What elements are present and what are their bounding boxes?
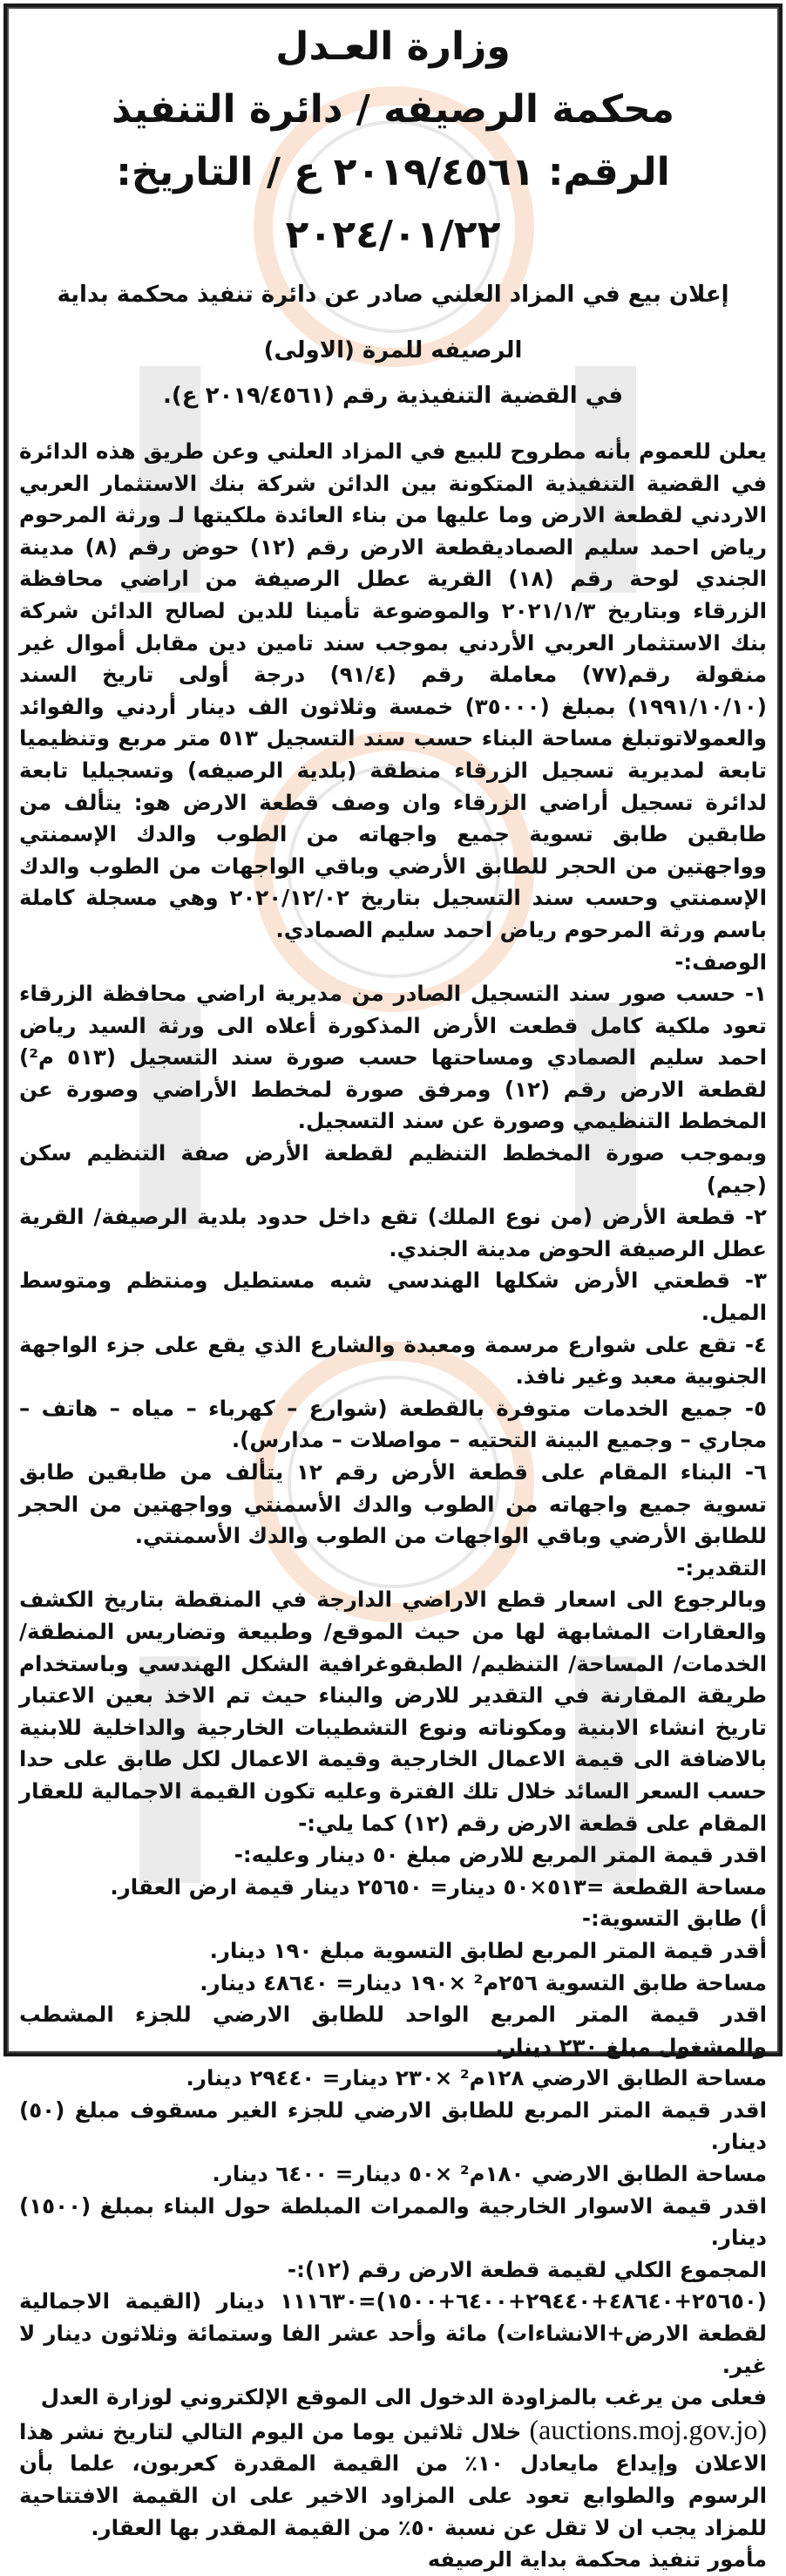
- description-item: ١- حسب صور سند التسجيل الصادر من مديرية اراضي محافظة الزرقاء تعود ملكية كامل قطعت الأرض المذكورة أعلاه الى ورثة السيد رياض احمد سليم الصمادي ومساحتها حسب صورة سند التسجيل (٥١٣ م²) لقطعة الارض رقم (١٢) ومرفق صورة لمخطط الأراضي وصورة عن المخطط التنظيمي وصورة عن سند التسجيل.: [19, 981, 768, 1134]
- notice-subtitle: في القضية التنفيذية رقم (٢٠١٩/٤٥٦١ ع).: [163, 383, 623, 409]
- calc-line: اقدر قيمة الاسوار الخارجية والممرات المبلطة حول البناء بمبلغ (١٥٠٠) دينار.: [19, 2192, 767, 2251]
- calc-line: أقدر قيمة المتر المربع لطابق التسوية مبلغ ١٩٠ دينار.: [209, 1937, 767, 1963]
- closing-line: فعلى من يرغب بالمزاودة الدخول الى الموقع الإلكتروني لوزارة العدل: [40, 2384, 767, 2410]
- description-item: ٤- تقع على شوارع مرسمة ومعبدة والشارع الذي يقع على جزء الواجهة الجنوبية معبد وغير نافذ.: [19, 1331, 767, 1390]
- calc-line: المجموع الكلي لقيمة قطعة الارض رقم (١٢):-: [287, 2256, 767, 2282]
- description-heading: الوصف:-: [674, 948, 767, 975]
- signature: مأمور تنفيذ محكمة بداية الرصيفه: [427, 2547, 767, 2573]
- ministry-title: وزارة العـدل: [275, 24, 511, 69]
- calc-line: مساحة القطعة =٥١٣×٥٠ دينار= ٢٥٦٥٠ دينار قيمة ارض العقار.: [110, 1873, 767, 1900]
- court-title: محكمة الرصيفه / دائرة التنفيذ: [112, 87, 674, 132]
- description-item: وبموجب صورة المخطط التنظيم لقطعة الأرض صفة التنظيم سكن (جيم): [19, 1140, 767, 1198]
- intro-paragraph: يعلن للعموم بأنه مطروح للبيع في المزاد العلني وعن طريق هذه الدائرة في القضية التنفيذية المتكونة بين الدائن شركة بنك الاستثمار العربي الاردني لقطعة الارض وما عليها من بناء العائدة ملكيتها لـ ورثة المرحوم رياض احمد سليم الصماديقطعة الارض رقم (١٢) حوض رقم (٨) مدينة الجندي لوحة رقم (١٨) القرية عطل الرصيفة من اراضي محافظة الزرقاء وبتاريخ ٢٠٢١/١/٣ والموضوعة تأمينا للدين لصالح الدائن شركة بنك الاستثمار العربي الأردني بموجب سند تامين دين مقابل أموال غير منقولة رقم(٧٧) معاملة رقم (٩١/٤) درجة أولى تاريخ السند (١٩٩١/١٠/١٠) بمبلغ (٣٥٠٠٠) خمسة وثلاثون الف دينار أردني والفوائد والعمولاتوتبلغ مساحة البناء حسب سند التسجيل ٥١٣ متر مربع وتنظيميا تابعة لمديرية تسجيل الزرقاء منطقة (بلدية الرصيفه) وتسجيليا تابعة لدائرة تسجيل أراضي الزرقاء وان وصف قطعة الارض هو: يتألف من طابقين طابق تسوية جميع واجهاته من الطوب والدك الإسمنتي وواجهتين من الحجر للطابق الأرضي وباقي الواجهات من الطوب والدك الإسمنتي وحسب سند التسجيل بتاريخ ٢٠٢٠/١٢/٠٢ وهي مسجلة كاملة باسم ورثة المرحوم رياض احمد سليم الصمادي.: [19, 438, 768, 942]
- description-item: ٢- قطعة الأرض (من نوع الملك) تقع داخل حدود بلدية الرصيفة/ القرية عطل الرصيفة الحوض مدينة الجندي.: [19, 1204, 767, 1261]
- valuation-heading: التقدير:-: [676, 1554, 767, 1580]
- notice-body: [19, 436, 767, 2576]
- notice-subtitle: إعلان بيع في المزاد العلني صادر عن دائرة تنفيذ محكمة بداية: [57, 282, 729, 308]
- description-item: ٣- قطعتي الأرض شكلها الهندسي شبه مستطيل ومنتظم ومتوسط الميل.: [19, 1268, 767, 1326]
- calc-line: مساحة الطابق الارضي ١٢٨م² ×٢٣٠ دينار= ٢٩٤٤٠ دينار.: [186, 2065, 767, 2091]
- calc-line: اقدر قيمة المتر المربع للطابق الارضي للجزء الغير مسقوف مبلغ (٥٠) دينار.: [19, 2097, 767, 2155]
- reference-date: الرقم: ٢٠١٩/٤٥٦١ ع / التاريخ: ٢٠٢٤/٠١/٢٢: [116, 150, 670, 257]
- closing-text: خلال ثلاثين يوما من اليوم التالي لتاريخ نشر هذا الاعلان وإيداع مايعادل ١٠٪ من القيمة المقدرة كعربون، علما بأن الرسوم والطوابع تعود على المزاود الاخير على ان القيمة الافتتاحية للمزاد يجب ان لا تقل عن نسبة ٥٠٪ من القيمة المقدر بها العقار.: [19, 2418, 767, 2540]
- total-value: (٢٥٦٥٠+٤٨٦٤٠+٢٩٤٤٠+٦٤٠٠+١٥٠٠)=١١١٦٣٠ دينار (القيمة الاجمالية لقطعة الارض+الانشاءات) مائة وأحد عشر الفا وستمائة وثلاثون دينار لا غير.: [19, 2288, 767, 2378]
- notice-subtitle: الرصيفه للمرة (الاولى): [263, 337, 523, 364]
- auction-notice: [19, 16, 767, 2576]
- calc-line: اقدر قيمة المتر المربع للارض مبلغ ٥٠ دينار وعليه:-: [234, 1842, 767, 1868]
- calc-line: مساحة الطابق الارضي ١٨٠م² ×٥٠ دينار= ٦٤٠٠ دينار.: [212, 2161, 767, 2187]
- description-item: ٥- جميع الخدمات متوفرة بالقطعة (شوارع – كهرباء – مياه – هاتف – مجاري – وجميع البينة التحتيه – مواصلات – مدارس).: [19, 1395, 767, 1453]
- valuation-paragraph: وبالرجوع الى اسعار قطع الاراضي الدارجة في المنقطة بتاريخ الكشف والعقارات المشابهة لها من حيث الموقع/ وطبيعة وتضاريس المنطقة/ الخدمات/ المساحة/ التنظيم/ الطبقوغرافية الشكل الهندسي وباستخدام طريقة المقارنة في التقدير للارض والبناء حيث تم الاخذ بعين الاعتبار تاريخ انشاء الابنية ومكوناته ونوع التشطيبات الخارجية والداخلية للابنية بالاضافة الى قيمة الاعمال الخارجية وقيمة الاعمال لكل طابق على حدا حسب السعر السائد خلال تلك الفترة وعليه تكون القيمة الاجمالية للعقار المقام على قطعة الارض رقم (١٢) كما يلي:-: [19, 1587, 767, 1836]
- description-item: ٦- البناء المقام على قطعة الأرض رقم ١٢ يتألف من طابقين طابق تسوية جميع واجهاته من الطوب والدك الأسمنتي وواجهتين من الحجر للطابق الأرضي وباقي الواجهات من الطوب والدك الأسمنتي.: [19, 1459, 767, 1549]
- closing-paragraph: [19, 2414, 767, 2544]
- calc-line: مساحة طابق التسوية ٢٥٦م² ×١٩٠ دينار= ٤٨٦٤٠ دينار.: [200, 1969, 767, 1995]
- calc-line: اقدر قيمة المتر المربع الواحد للطابق الارضي للجزء المشطب والمشغول مبلغ ٢٣٠ دينار.: [19, 2002, 767, 2059]
- calc-line: أ) طابق التسوية:-: [581, 1906, 767, 1932]
- auction-website-link[interactable]: (auctions.moj.gov.jo): [529, 2413, 768, 2445]
